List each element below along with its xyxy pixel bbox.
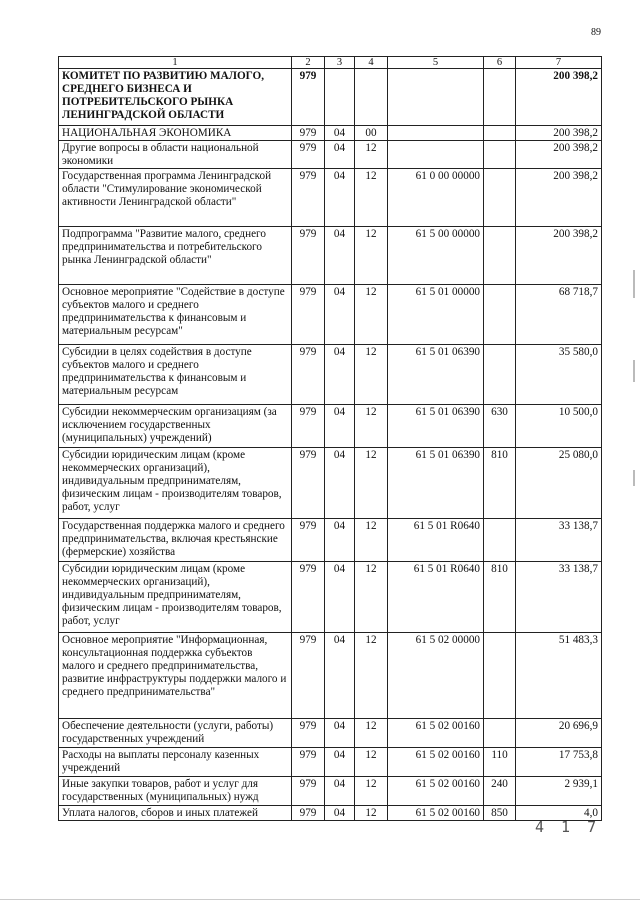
row-name: Основное мероприятие "Содействие в доступе субъектов малого и среднего предпринимательства к финансовым и материальным ресурсам" xyxy=(59,285,292,345)
row-subsection: 12 xyxy=(355,345,388,405)
table-row xyxy=(59,169,602,227)
row-code: 979 xyxy=(292,748,325,777)
row-subsection: 12 xyxy=(355,227,388,285)
row-code: 979 xyxy=(292,719,325,748)
row-code: 979 xyxy=(292,345,325,405)
row-expense-type: 810 xyxy=(484,448,516,519)
row-target-article: 61 5 01 R0640 xyxy=(388,519,484,562)
row-name: Обеспечение деятельности (услуги, работы) государственных учреждений xyxy=(59,719,292,748)
row-amount: 35 580,0 xyxy=(516,345,602,405)
table-row xyxy=(59,345,602,405)
row-subsection: 12 xyxy=(355,405,388,448)
column-header: 4 xyxy=(355,57,388,69)
row-expense-type xyxy=(484,126,516,141)
row-section: 04 xyxy=(325,345,355,405)
row-subsection: 12 xyxy=(355,562,388,633)
row-code: 979 xyxy=(292,227,325,285)
row-subsection: 12 xyxy=(355,748,388,777)
row-name: Государственная поддержка малого и среднего предпринимательства, включая крестьянские (фермерские) хозяйства xyxy=(59,519,292,562)
row-section: 04 xyxy=(325,448,355,519)
row-section xyxy=(325,69,355,126)
scan-edge-mark xyxy=(633,360,635,382)
row-expense-type xyxy=(484,285,516,345)
row-code: 979 xyxy=(292,285,325,345)
row-amount: 10 500,0 xyxy=(516,405,602,448)
column-header: 6 xyxy=(484,57,516,69)
row-expense-type xyxy=(484,633,516,719)
row-amount: 200 398,2 xyxy=(516,227,602,285)
row-section: 04 xyxy=(325,777,355,806)
row-target-article: 61 5 01 00000 xyxy=(388,285,484,345)
row-subsection xyxy=(355,69,388,126)
table-row xyxy=(59,806,602,821)
row-target-article xyxy=(388,126,484,141)
row-expense-type xyxy=(484,519,516,562)
row-code: 979 xyxy=(292,69,325,126)
column-header: 3 xyxy=(325,57,355,69)
row-name: Подпрограмма "Развитие малого, среднего предпринимательства и потребительского рынка Ленинградской области" xyxy=(59,227,292,285)
table-row xyxy=(59,141,602,169)
row-amount: 200 398,2 xyxy=(516,141,602,169)
row-target-article: 61 5 02 00160 xyxy=(388,806,484,821)
row-code: 979 xyxy=(292,519,325,562)
row-subsection: 12 xyxy=(355,169,388,227)
row-amount: 25 080,0 xyxy=(516,448,602,519)
row-section: 04 xyxy=(325,169,355,227)
table-row xyxy=(59,748,602,777)
row-name: КОМИТЕТ ПО РАЗВИТИЮ МАЛОГО, СРЕДНЕГО БИЗНЕСА И ПОТРЕБИТЕЛЬСКОГО РЫНКА ЛЕНИНГРАДСКОЙ ОБЛАСТИ xyxy=(59,69,292,126)
row-name: Субсидии некоммерческим организациям (за исключением государственных (муниципальных) учреждений) xyxy=(59,405,292,448)
row-subsection: 12 xyxy=(355,448,388,519)
row-name: Государственная программа Ленинградской области "Стимулирование экономической активности Ленинградской области" xyxy=(59,169,292,227)
table-row xyxy=(59,126,602,141)
row-amount: 200 398,2 xyxy=(516,126,602,141)
row-target-article: 61 5 00 00000 xyxy=(388,227,484,285)
table-row xyxy=(59,719,602,748)
budget-table xyxy=(58,56,602,821)
row-section: 04 xyxy=(325,141,355,169)
row-amount: 200 398,2 xyxy=(516,69,602,126)
row-name: Субсидии в целях содействия в доступе субъектов малого и среднего предпринимательства к финансовым и материальным ресурсам xyxy=(59,345,292,405)
row-target-article: 61 5 02 00000 xyxy=(388,633,484,719)
table-row xyxy=(59,448,602,519)
row-amount: 17 753,8 xyxy=(516,748,602,777)
table-row xyxy=(59,562,602,633)
table-row xyxy=(59,405,602,448)
table-row xyxy=(59,777,602,806)
row-section: 04 xyxy=(325,633,355,719)
row-subsection: 12 xyxy=(355,633,388,719)
row-expense-type: 630 xyxy=(484,405,516,448)
column-header: 5 xyxy=(388,57,484,69)
row-subsection: 00 xyxy=(355,126,388,141)
row-expense-type xyxy=(484,169,516,227)
row-amount: 33 138,7 xyxy=(516,519,602,562)
row-section: 04 xyxy=(325,285,355,345)
row-amount: 68 718,7 xyxy=(516,285,602,345)
row-code: 979 xyxy=(292,126,325,141)
row-code: 979 xyxy=(292,405,325,448)
row-name: Иные закупки товаров, работ и услуг для государственных (муниципальных) нужд xyxy=(59,777,292,806)
row-name: Субсидии юридическим лицам (кроме некоммерческих организаций), индивидуальным предпринимателям, физическим лицам - производителям товаров, работ, услуг xyxy=(59,562,292,633)
row-target-article: 61 0 00 00000 xyxy=(388,169,484,227)
row-code: 979 xyxy=(292,806,325,821)
row-expense-type xyxy=(484,719,516,748)
column-header: 2 xyxy=(292,57,325,69)
row-expense-type: 240 xyxy=(484,777,516,806)
row-section: 04 xyxy=(325,126,355,141)
table-row xyxy=(59,633,602,719)
row-section: 04 xyxy=(325,227,355,285)
row-name: Уплата налогов, сборов и иных платежей xyxy=(59,806,292,821)
row-code: 979 xyxy=(292,169,325,227)
row-expense-type xyxy=(484,345,516,405)
row-section: 04 xyxy=(325,806,355,821)
row-expense-type: 810 xyxy=(484,562,516,633)
row-name: НАЦИОНАЛЬНАЯ ЭКОНОМИКА xyxy=(59,126,292,141)
page-number: 89 xyxy=(591,27,601,38)
row-subsection: 12 xyxy=(355,285,388,345)
row-code: 979 xyxy=(292,777,325,806)
row-subsection: 12 xyxy=(355,519,388,562)
handwritten-page-mark: 4 1 7 xyxy=(535,818,601,836)
row-target-article: 61 5 01 06390 xyxy=(388,405,484,448)
row-section: 04 xyxy=(325,562,355,633)
row-code: 979 xyxy=(292,633,325,719)
row-target-article xyxy=(388,69,484,126)
row-expense-type xyxy=(484,227,516,285)
row-section: 04 xyxy=(325,405,355,448)
row-section: 04 xyxy=(325,748,355,777)
row-section: 04 xyxy=(325,519,355,562)
row-section: 04 xyxy=(325,719,355,748)
row-expense-type xyxy=(484,69,516,126)
row-amount: 4,0 xyxy=(516,806,602,821)
scan-edge-mark xyxy=(633,470,635,486)
scan-bottom-edge xyxy=(0,899,640,900)
row-target-article: 61 5 01 06390 xyxy=(388,448,484,519)
row-target-article: 61 5 01 R0640 xyxy=(388,562,484,633)
table-row xyxy=(59,285,602,345)
row-subsection: 12 xyxy=(355,806,388,821)
row-amount: 20 696,9 xyxy=(516,719,602,748)
row-name: Основное мероприятие "Информационная, консультационная поддержка субъектов малого и среднего предпринимательства, развитие инфраструктуры поддержки малого и среднего предпринимательства" xyxy=(59,633,292,719)
row-amount: 2 939,1 xyxy=(516,777,602,806)
row-subsection: 12 xyxy=(355,141,388,169)
row-code: 979 xyxy=(292,562,325,633)
row-amount: 200 398,2 xyxy=(516,169,602,227)
table-row xyxy=(59,227,602,285)
row-name: Расходы на выплаты персоналу казенных учреждений xyxy=(59,748,292,777)
row-target-article: 61 5 02 00160 xyxy=(388,777,484,806)
row-expense-type: 110 xyxy=(484,748,516,777)
scan-edge-mark xyxy=(633,270,635,298)
row-expense-type xyxy=(484,141,516,169)
column-header: 1 xyxy=(59,57,292,69)
row-target-article: 61 5 02 00160 xyxy=(388,748,484,777)
row-target-article xyxy=(388,141,484,169)
column-header: 7 xyxy=(516,57,602,69)
row-name: Другие вопросы в области национальной экономики xyxy=(59,141,292,169)
row-target-article: 61 5 01 06390 xyxy=(388,345,484,405)
row-subsection: 12 xyxy=(355,777,388,806)
row-expense-type: 850 xyxy=(484,806,516,821)
row-code: 979 xyxy=(292,448,325,519)
table-row xyxy=(59,69,602,126)
table-row xyxy=(59,519,602,562)
column-number-row xyxy=(59,57,602,69)
row-code: 979 xyxy=(292,141,325,169)
row-subsection: 12 xyxy=(355,719,388,748)
row-amount: 51 483,3 xyxy=(516,633,602,719)
row-target-article: 61 5 02 00160 xyxy=(388,719,484,748)
row-name: Субсидии юридическим лицам (кроме некоммерческих организаций), индивидуальным предпринимателям, физическим лицам - производителям товаров, работ, услуг xyxy=(59,448,292,519)
row-amount: 33 138,7 xyxy=(516,562,602,633)
